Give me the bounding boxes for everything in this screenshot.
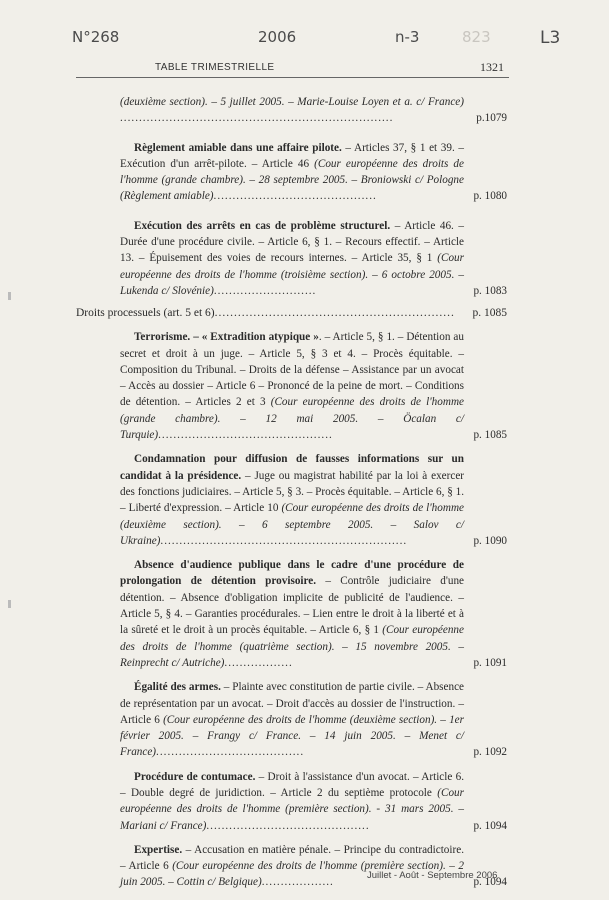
entry-text: – Accusation en matière pénale. – Principe du contradictoire. – Article 6	[120, 843, 464, 873]
page-number: 1321	[480, 60, 504, 74]
entry-page-ref: p.1079	[476, 112, 507, 125]
entry-page-ref: p. 1094	[473, 819, 507, 832]
entry-page-ref: p. 1080	[473, 190, 507, 203]
entry-title: Condamnation pour diffusion de fausses informations sur un candidat à la présidence.	[120, 453, 464, 482]
leader-dots: ...................	[261, 876, 334, 889]
handwritten-number: n-3	[395, 28, 420, 46]
entry-text: – Article 46. – Durée d'une procédure civile. – Article 6, § 1. – Recours effectif. – Article 13. – Épuisement des voies de recours internes. – Article 35, § 1	[120, 219, 464, 265]
leader-dots: ...........................................	[213, 190, 377, 203]
scan-edge-mark	[8, 600, 11, 608]
entry-page-ref: p. 1091	[473, 656, 507, 669]
footer-issue: Juillet - Août - Septembre 2006	[367, 870, 498, 881]
entry-citation: (Cour européenne des droits de l'homme (quatrième section). – 15 novembre 2005. – Reinprecht c/ Autriche)	[120, 624, 464, 669]
scan-edge-mark	[8, 292, 11, 300]
leader-dots: ...........................................	[206, 819, 370, 832]
toc-entry	[120, 842, 507, 891]
entry-title: Procédure de contumace.	[134, 770, 256, 783]
entry-text: – Plainte avec constitution de partie civile. – Absence de représentation par un avocat. – Droit d'accès au dossier de l'instruction. – Article 6	[120, 681, 465, 726]
entry-title: Exécution des arrêts en cas de problème structurel.	[134, 219, 391, 232]
entry-page-ref: p. 1085	[473, 429, 507, 442]
section-heading	[76, 305, 507, 321]
entry-title: Règlement amiable dans une affaire pilote.	[134, 141, 342, 154]
entry-text: – Contrôle judiciaire d'une détention. – Absence d'obligation implicite de publicité de l'audience. – Article 5, § 4. – Garanties procédurales. – Lien entre le droit à la liberté et à la sûreté et le droit à un procès équitable. – Article 6, § 1	[120, 575, 465, 637]
toc-entry	[120, 769, 507, 834]
entry-citation: (Cour européenne des droits de l'homme (deuxième section). – 6 septembre 2005. – Salov c/ Ukraine)	[120, 502, 464, 547]
entry-page-ref: p. 1092	[473, 746, 507, 759]
leader-dots: .......................................	[156, 746, 305, 759]
toc-entry	[120, 94, 507, 127]
entry-citation: (Cour européenne des droits de l'homme (première section). - 31 mars 2005. – Mariani c/ France)	[120, 786, 464, 832]
toc-entry	[120, 218, 507, 299]
leader-dots: ..................	[224, 656, 293, 669]
entry-text: Droits processuels (art. 5 et 6)	[76, 307, 215, 320]
entry-title: Absence d'audience publique dans le cadre d'une procédure de prolongation de détention provisoire.	[120, 559, 464, 588]
entry-text: – Droit à l'assistance d'un avocat. – Article 6. – Double degré de juridiction. – Article 2 du septième protocole	[120, 770, 465, 799]
toc-entry	[120, 140, 507, 205]
entry-citation: (Cour européenne des droits de l'homme (deuxième section). – 1er février 2005. – Frangy c/ France. – 14 juin 2005. – Menet c/ France)	[120, 713, 464, 759]
entry-citation: (Cour européenne des droits de l'homme (grande chambre). – 12 mai 2005. – Öcalan c/ Turquie)	[120, 396, 464, 442]
leader-dots: ..............................................	[158, 429, 333, 442]
entry-page-ref: p. 1083	[473, 284, 507, 297]
toc-entry	[120, 679, 507, 760]
entry-text: . – Article 5, § 1. – Détention au secret et droit à un juge. – Article 5, § 3 et 4. – Procès équitable. – Composition du Tribunal. – Droits de la défense – Assistance par un avocat – Accès au dossier – Article 6 – Prononcé de la peine de mort. – Conditions de détention. – Articles 2 et 3	[120, 331, 464, 409]
entry-title: Égalité des armes.	[134, 681, 221, 694]
entry-text: – Articles 37, § 1 et 39. – Exécution d'un arrêt-pilote. – Article 46	[120, 141, 464, 170]
entry-citation: (Cour européenne des droits de l'homme (grande chambre). – 28 septembre 2005. – Broniowski c/ Pologne (Règlement amiable)	[120, 157, 464, 203]
leader-dots: ........................................................................	[120, 112, 394, 125]
toc-entry	[120, 451, 507, 549]
entry-page-ref: p. 1094	[473, 876, 507, 889]
leader-dots: ..............................................................	[214, 307, 455, 320]
handwritten-marker: L3	[540, 28, 561, 48]
leader-dots: .................................................................	[160, 534, 408, 547]
running-title: TABLE TRIMESTRIELLE	[155, 62, 275, 73]
entry-title: Terrorisme. – « Extradition atypique »	[134, 331, 319, 344]
entry-page-ref: p. 1090	[473, 534, 507, 547]
entry-citation: (Cour européenne des droits de l'homme (première section). – 2 juin 2005. – Cottin c/ Belgique)	[120, 860, 464, 889]
table-of-contents	[76, 94, 507, 891]
toc-entry	[120, 557, 507, 671]
toc-entry	[120, 329, 507, 443]
handwritten-faint-ref: 823	[462, 28, 491, 46]
entry-page-ref: p. 1085	[472, 307, 507, 320]
entry-title: Expertise.	[134, 843, 183, 856]
handwritten-ref: N°268	[72, 28, 120, 46]
entry-text: – Juge ou magistrat habilité par la loi à exercer des fonctions judiciaires. – Article 5, § 3. – Procès équitable. – Article 6, § 1. – Liberté d'expression. – Article 10	[120, 469, 465, 515]
handwritten-year: 2006	[258, 28, 297, 46]
entry-citation: (deuxième section). – 5 juillet 2005. – Marie-Louise Loyen et a. c/ France)	[120, 96, 464, 108]
header-rule	[76, 61, 509, 78]
entry-citation: (Cour européenne des droits de l'homme (troisième section). – 6 octobre 2005. – Lukenda c/ Slovénie)	[120, 252, 464, 297]
leader-dots: ...........................	[213, 284, 317, 297]
